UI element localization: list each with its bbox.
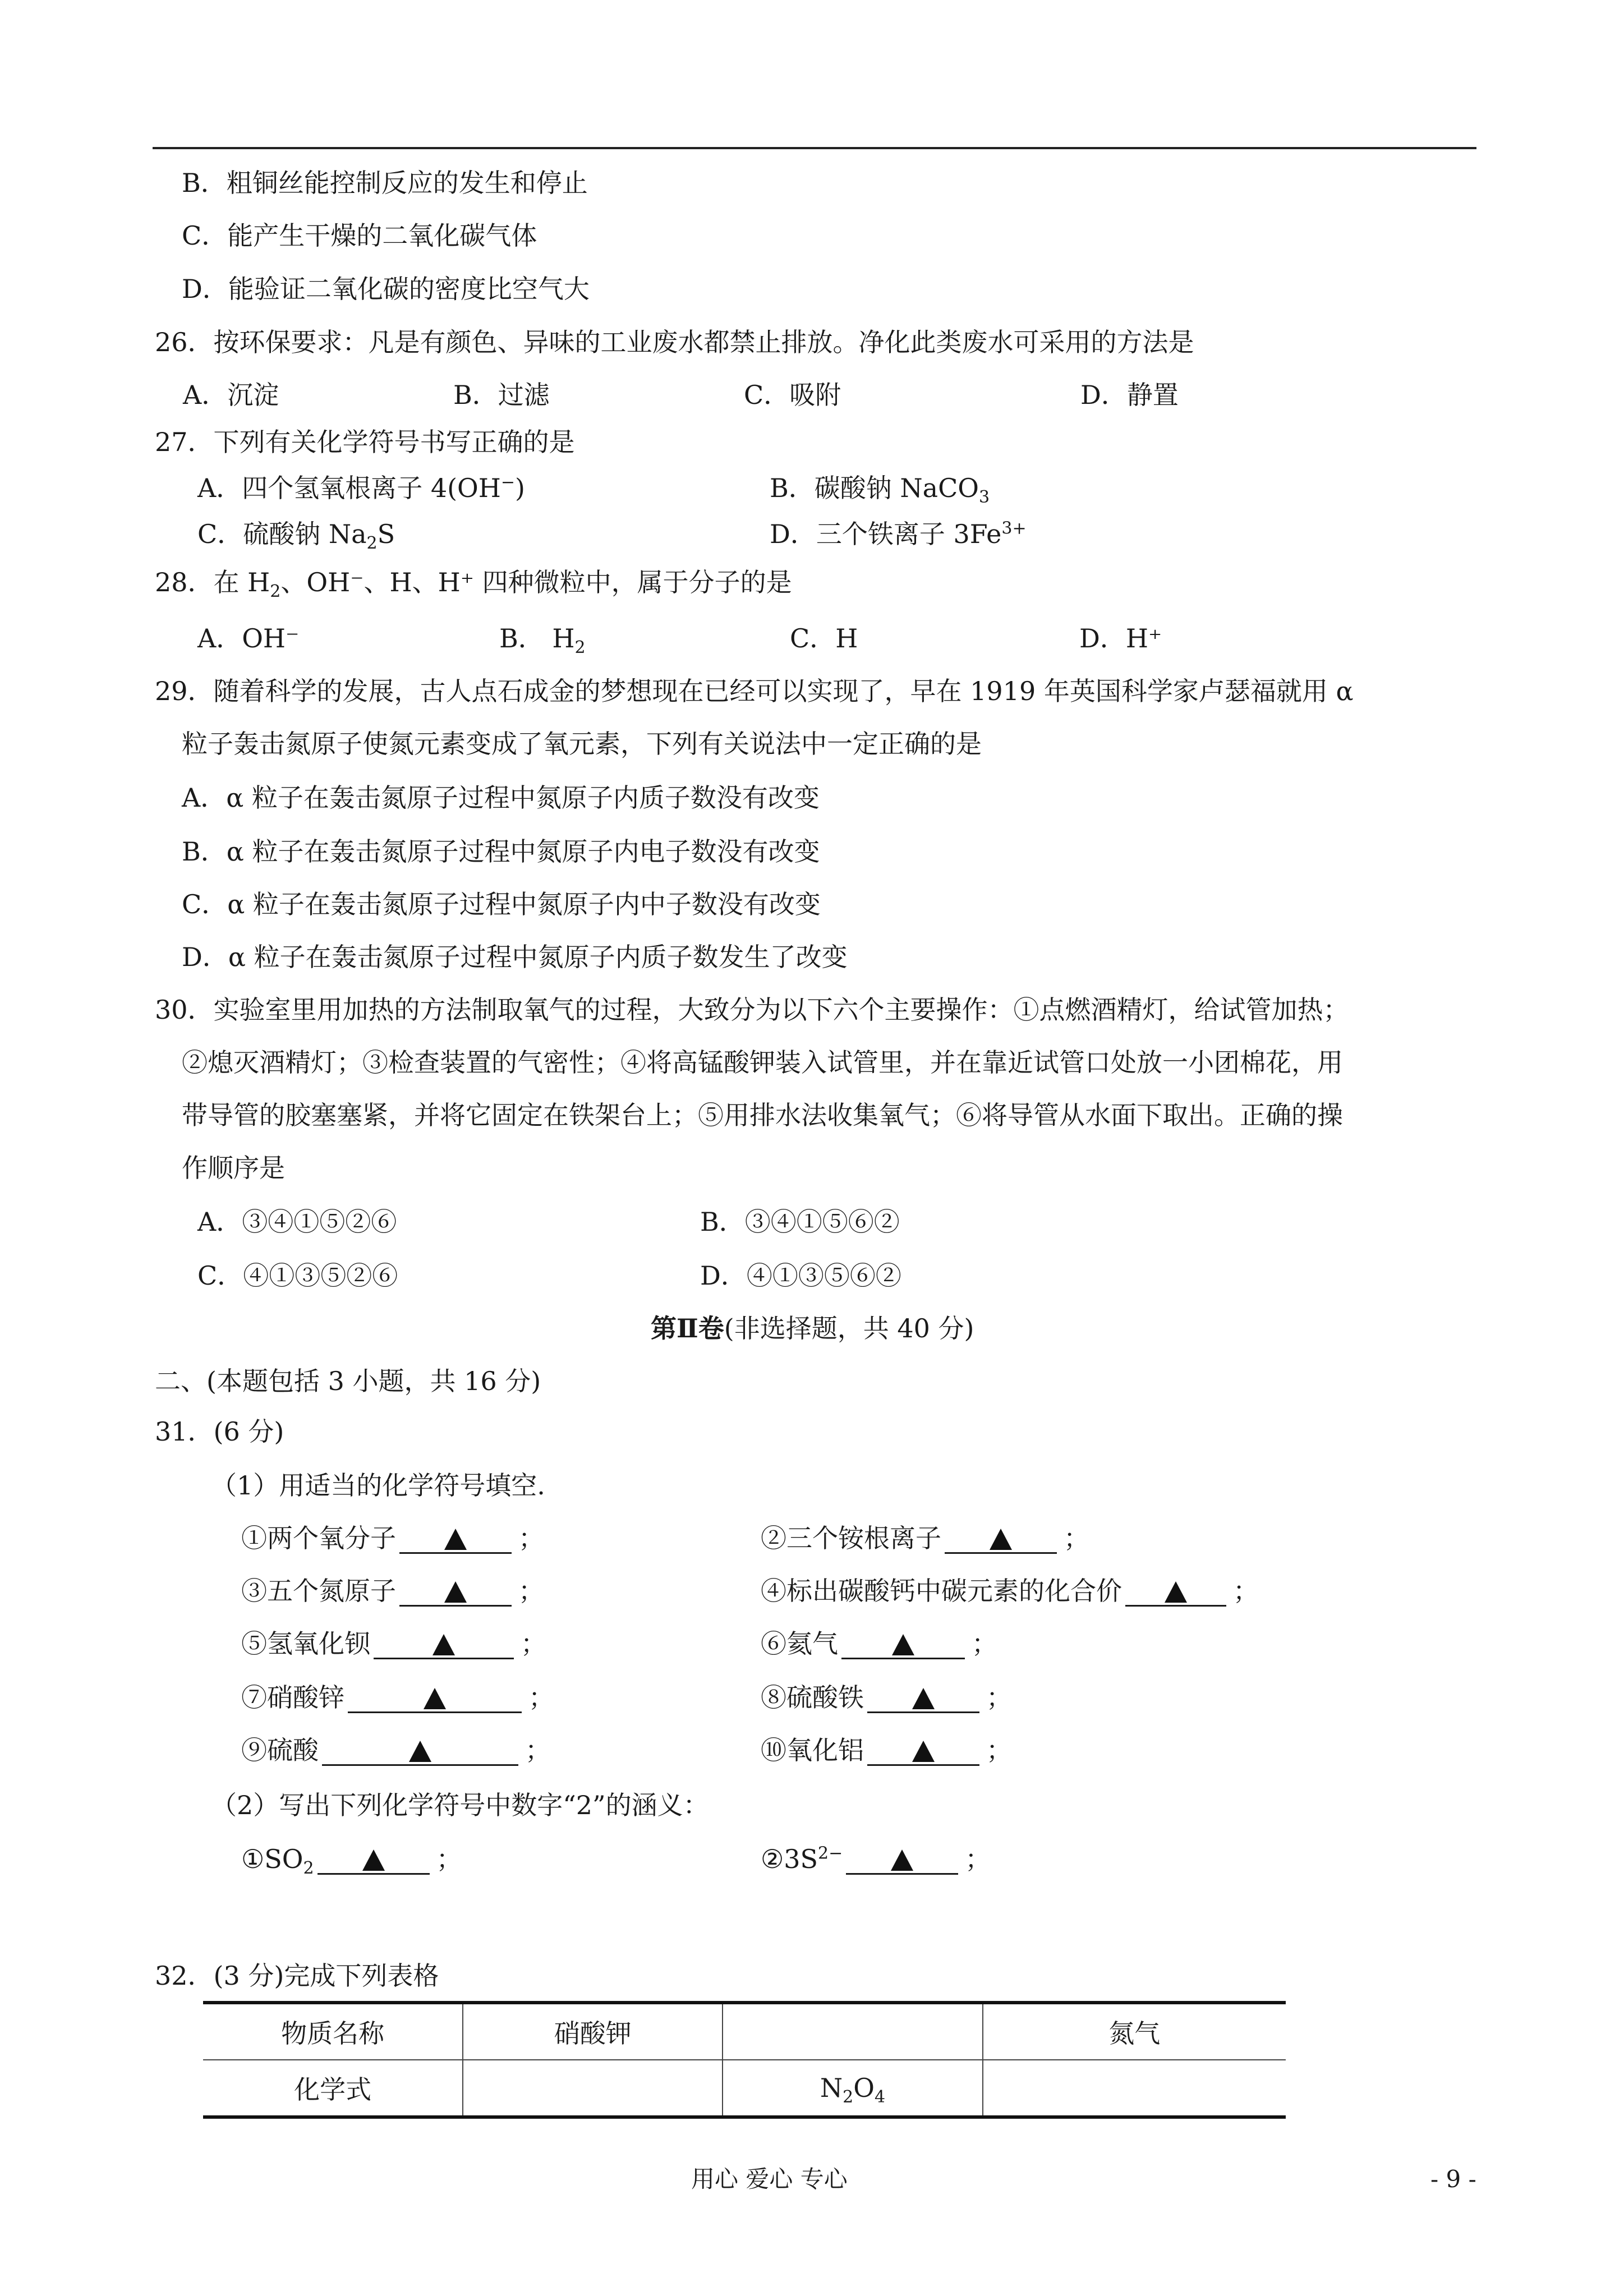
answer-blank[interactable] [399,1524,512,1554]
q29-option-b: B．α 粒子在轰击氮原子过程中氮原子内电子数没有改变 [182,836,820,867]
answer-blank[interactable] [1125,1577,1226,1607]
answer-blank[interactable] [846,1845,958,1875]
q31-sub1: （1）用适当的化学符号填空. [211,1470,545,1501]
q28-option-a: A．OH⁻ [197,623,300,654]
q27-stem: 27．下列有关化学符号书写正确的是 [155,427,575,457]
q29-option-d: D．α 粒子在轰击氮原子过程中氮原子内质子数发生了改变 [182,942,848,972]
triangle-icon [444,1529,467,1550]
table-cell: 化学式 [203,2060,463,2117]
q27-option-d: D．三个铁离子 $3Fe^{3+}$ [770,518,1027,549]
triangle-icon [409,1741,431,1762]
answer-blank[interactable] [841,1630,965,1659]
triangle-icon [362,1849,385,1871]
q30-option-a: A．③④①⑤②⑥ [197,1207,397,1237]
triangle-icon [912,1688,935,1709]
q31-head: 31．(6 分) [155,1416,284,1447]
q25-option-d: D．能验证二氧化碳的密度比空气大 [182,274,590,304]
q25-option-b: B．粗铜丝能控制反应的发生和停止 [182,168,588,198]
answer-blank[interactable] [318,1845,430,1875]
q29-option-a: A．α 粒子在轰击氮原子过程中氮原子内质子数没有改变 [182,783,820,813]
q27-option-c: C．硫酸钠 $Na_2S$ [197,519,395,554]
answer-blank[interactable] [374,1630,514,1659]
triangle-icon [891,1849,913,1871]
q31-item-7: ⑦硝酸锌 ； [241,1682,554,1713]
table-cell: $N_2O_4$ [723,2060,982,2117]
q31-item-5: ⑤氢氧化钡 ； [241,1628,546,1659]
q31-item-8: ⑧硫酸铁 ； [761,1682,1012,1713]
q31-item-1: ①两个氧分子 ； [241,1523,544,1553]
table-cell[interactable] [463,2060,723,2117]
q30-option-b: B．③④①⑤⑥② [700,1207,900,1237]
answer-blank[interactable] [322,1736,518,1766]
q30-stem-line4: 作顺序是 [182,1153,285,1183]
q27-option-a: A．四个氢氧根离子 4(OH−) [197,472,525,503]
q31-meaning-2: $②3S^{2-}$ ； [761,1843,991,1874]
q25-option-c: C．能产生干燥的二氧化碳气体 [182,220,537,251]
answer-blank[interactable] [867,1683,979,1713]
q30-stem-line1: 30．实验室里用加热的方法制取氧气的过程，大致分为以下六个主要操作：①点燃酒精灯，给试管加热； [155,995,1349,1025]
table-cell: 硝酸钾 [463,2003,723,2060]
q26-option-a: A．沉淀 [183,380,279,410]
triangle-icon [912,1741,935,1762]
q29-option-c: C．α 粒子在轰击氮原子过程中氮原子内中子数没有改变 [182,889,821,919]
q32-table [203,2001,1286,2119]
table-row [203,2060,1286,2117]
q28-option-c: C．H [790,623,858,654]
q30-stem-line3: 带导管的胶塞塞紧，并将它固定在铁架台上；⑤用排水法收集氧气；⑥将导管从水面下取出。正确的操 [182,1100,1343,1130]
q29-stem-line2: 粒子轰击氮原子使氮元素变成了氧元素，下列有关说法中一定正确的是 [182,729,982,759]
answer-blank[interactable] [867,1736,979,1766]
q31-item-3: ③五个氮原子 ； [241,1576,544,1606]
triangle-icon [1165,1581,1187,1603]
answer-blank[interactable] [945,1524,1057,1554]
table-cell[interactable] [723,2003,982,2060]
triangle-icon [892,1634,914,1655]
q26-option-d: D．静置 [1080,380,1179,410]
q32-head: 32．(3 分)完成下列表格 [155,1961,439,1991]
q27-option-b: B．碳酸钠 NaCO$_3$ [770,473,990,508]
footer-slogan: 用心 爱心 专心 [691,2165,848,2193]
q31-sub2: （2）写出下列化学符号中数字“2”的涵义： [211,1790,709,1820]
table-cell[interactable] [983,2060,1286,2117]
q26-option-c: C．吸附 [744,380,841,410]
table-cell: 氮气 [983,2003,1286,2060]
table-cell: 物质名称 [203,2003,463,2060]
q30-option-c: C．④①③⑤②⑥ [197,1260,398,1291]
part2-section: 二、(本题包括 3 小题，共 16 分) [155,1366,541,1396]
q30-stem-line2: ②熄灭酒精灯；③检查装置的气密性；④将高锰酸钾装入试管里，并在靠近试管口处放一小团棉花，用 [182,1047,1343,1078]
q31-item-2: ②三个铵根离子 ； [761,1523,1089,1553]
q29-stem-line1: 29．随着科学的发展，古人点石成金的梦想现在已经可以实现了，早在 1919 年英国科学家卢瑟福就用 α [155,676,1354,706]
table-row [203,2003,1286,2060]
q30-option-d: D．④①③⑤⑥② [700,1260,901,1291]
q31-meaning-1: $①SO_2$ ； [241,1844,462,1879]
q28-stem: 28．在 $H_2$、OH⁻、H、H⁺ 四种微粒中，属于分子的是 [155,567,792,602]
answer-blank[interactable] [399,1577,512,1607]
q26-option-b: B．过滤 [453,380,550,410]
header-rule [153,147,1476,149]
q31-item-10: ⑩氧化铝 ； [761,1735,1012,1765]
q31-item-9: ⑨硫酸 ； [241,1735,551,1765]
triangle-icon [444,1581,467,1603]
answer-blank[interactable] [348,1683,522,1713]
triangle-icon [424,1688,446,1709]
q31-item-6: ⑥氦气 ； [761,1628,997,1659]
q26-stem: 26．按环保要求：凡是有颜色、异味的工业废水都禁止排放。净化此类废水可采用的方法是 [155,327,1194,357]
q28-option-b: B． $H_2$ [499,623,586,658]
triangle-icon [433,1634,455,1655]
page-number: - 9 - [1430,2165,1476,2193]
part2-title: 第Ⅱ卷(非选择题，共 40 分) [651,1313,974,1343]
q28-option-d: D．H⁺ [1079,623,1162,654]
triangle-icon [990,1529,1012,1550]
q31-item-4: ④标出碳酸钙中碳元素的化合价 ； [761,1576,1259,1606]
